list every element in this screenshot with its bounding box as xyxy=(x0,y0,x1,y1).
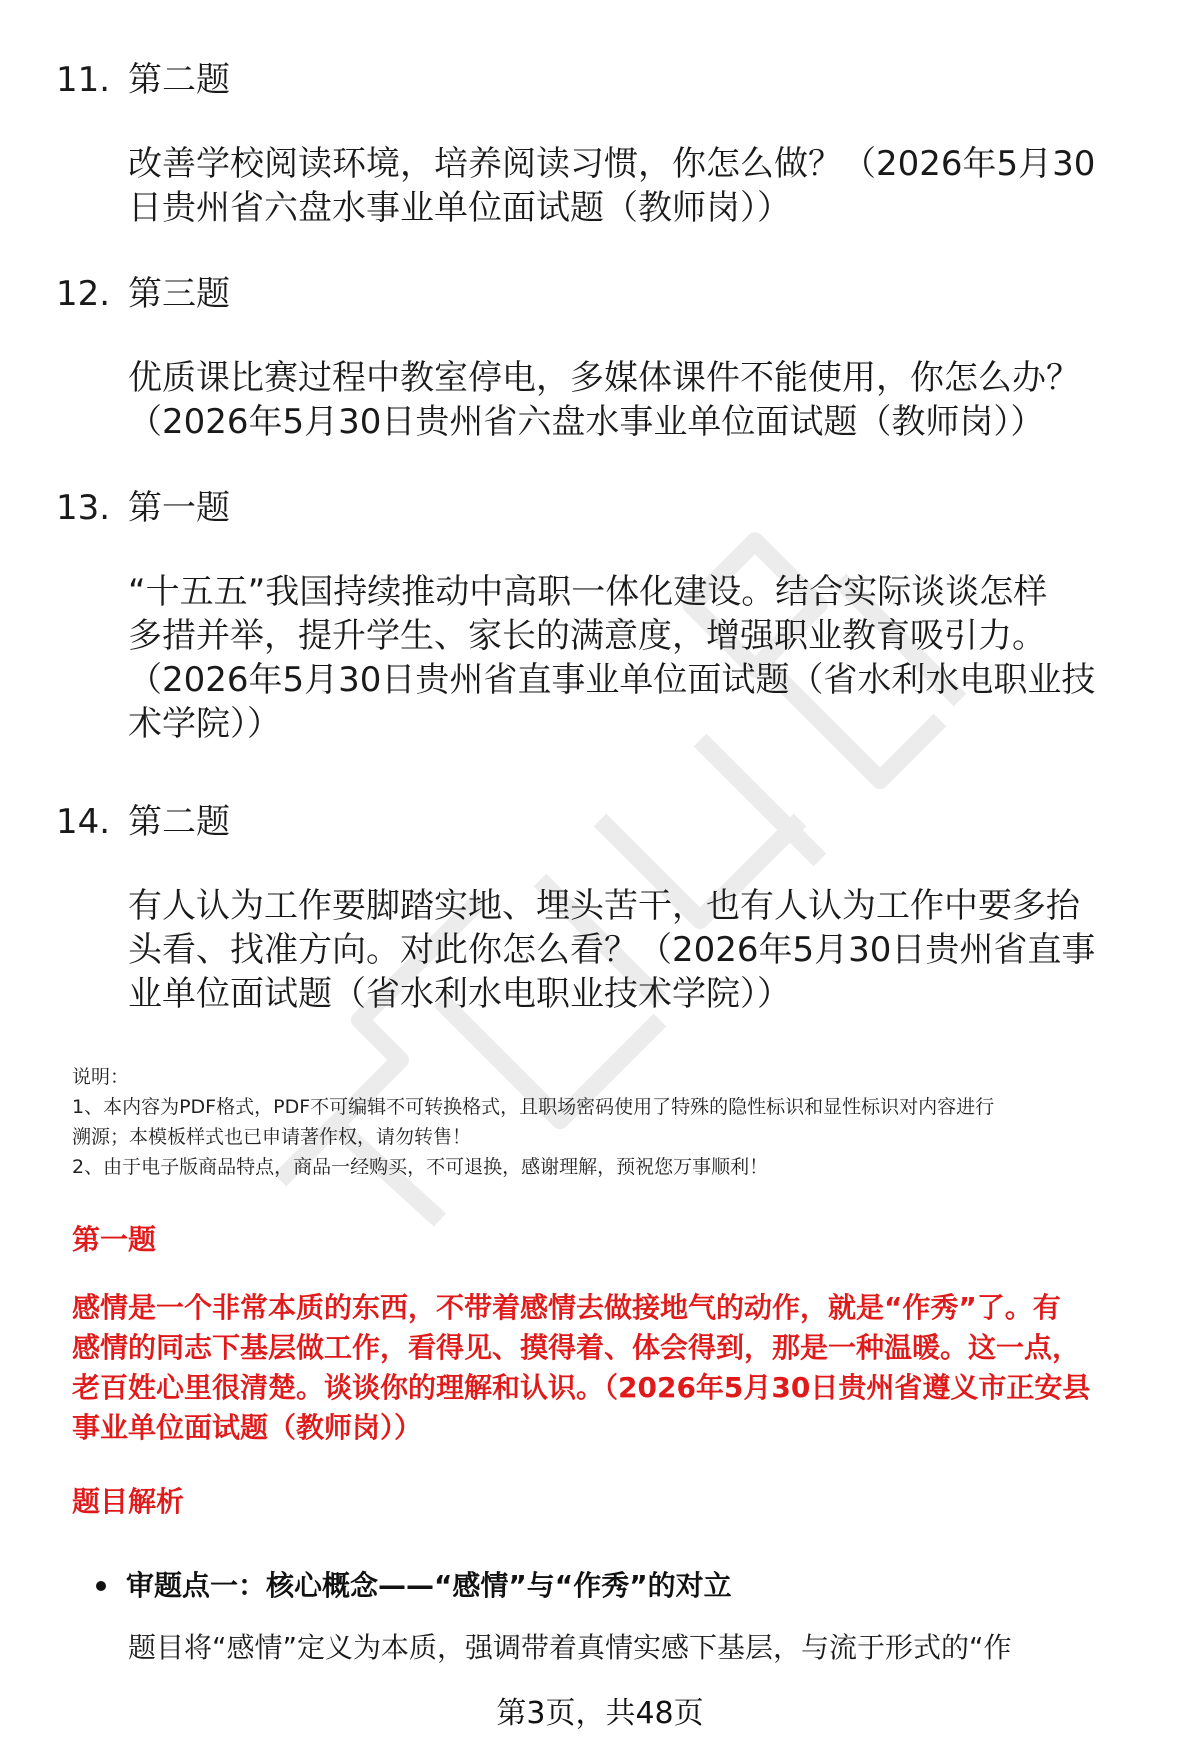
question-text xyxy=(128,142,1146,230)
question-text xyxy=(128,356,1146,444)
notes-heading: 说明： xyxy=(72,1066,130,1088)
text-line: 改善学校阅读环境，培养阅读习惯，你怎么做？（2026年5月30 xyxy=(128,144,1096,184)
question-title: 第二题 xyxy=(128,802,230,842)
question-13 xyxy=(56,486,1146,746)
bullet-text: 审题点一：核心概念——“感情”与“作秀”的对立 xyxy=(126,1569,732,1602)
bullet-item xyxy=(96,1568,732,1604)
bullet-dot-icon xyxy=(96,1581,106,1591)
text-line: （2026年5月30日贵州省直事业单位面试题（省水利水电职业技 xyxy=(128,660,1096,700)
question-number: 11. xyxy=(56,60,111,100)
text-line: 感情是一个非常本质的东西，不带着感情去做接地气的动作，就是“作秀”了。有 xyxy=(72,1291,1061,1324)
question-number: 13. xyxy=(56,488,111,528)
question-title: 第二题 xyxy=(128,60,230,100)
text-line: 术学院）） xyxy=(128,704,281,744)
notes-line: 溯源；本模板样式也已申请著作权，请勿转售！ xyxy=(72,1126,472,1148)
page-footer: 第3页，共48页 xyxy=(496,1696,704,1731)
text-line: 头看、找准方向。对此你怎么看？（2026年5月30日贵州省直事 xyxy=(128,930,1096,970)
question-11 xyxy=(56,58,1146,230)
text-line: 日贵州省六盘水事业单位面试题（教师岗）） xyxy=(128,188,791,228)
analysis-title: 题目解析 xyxy=(72,1485,185,1518)
question-title: 第三题 xyxy=(128,274,230,314)
text-line: 业单位面试题（省水利水电职业技术学院）） xyxy=(128,974,791,1014)
answer-section-title: 第一题 xyxy=(72,1223,157,1256)
analysis-paragraph: 题目将“感情”定义为本质，强调带着真情实感下基层，与流于形式的“作 xyxy=(128,1631,1012,1664)
text-line: 感情的同志下基层做工作，看得见、摸得着、体会得到，那是一种温暖。这一点， xyxy=(72,1331,1081,1364)
question-12 xyxy=(56,272,1146,444)
text-line: 有人认为工作要脚踏实地、埋头苦干，也有人认为工作中要多抬 xyxy=(128,886,1080,926)
notes-line: 2、由于电子版商品特点，商品一经购买，不可退换，感谢理解，预祝您万事顺利！ xyxy=(72,1156,769,1178)
question-number: 12. xyxy=(56,274,111,314)
text-line: 多措并举，提升学生、家长的满意度，增强职业教育吸引力。 xyxy=(128,616,1046,656)
text-line: 优质课比赛过程中教室停电，多媒体课件不能使用，你怎么办？ xyxy=(128,358,1080,398)
text-line: （2026年5月30日贵州省六盘水事业单位面试题（教师岗）） xyxy=(128,402,1045,442)
question-text xyxy=(128,570,1146,746)
question-text xyxy=(128,884,1146,1016)
answer-question-text xyxy=(72,1288,1162,1448)
question-number: 14. xyxy=(56,802,111,842)
text-line: “十五五”我国持续推动中高职一体化建设。结合实际谈谈怎样 xyxy=(128,572,1048,612)
notes-block xyxy=(72,1062,1162,1182)
question-title: 第一题 xyxy=(128,488,230,528)
question-14 xyxy=(56,800,1146,1016)
text-line: 老百姓心里很清楚。谈谈你的理解和认识。（2026年5月30日贵州省遵义市正安县 xyxy=(72,1371,1091,1404)
notes-line: 1、本内容为PDF格式，PDF不可编辑不可转换格式，且职场密码使用了特殊的隐性标识和显性标识对内容进行 xyxy=(72,1096,995,1118)
text-line: 事业单位面试题（教师岗）） xyxy=(72,1411,423,1444)
